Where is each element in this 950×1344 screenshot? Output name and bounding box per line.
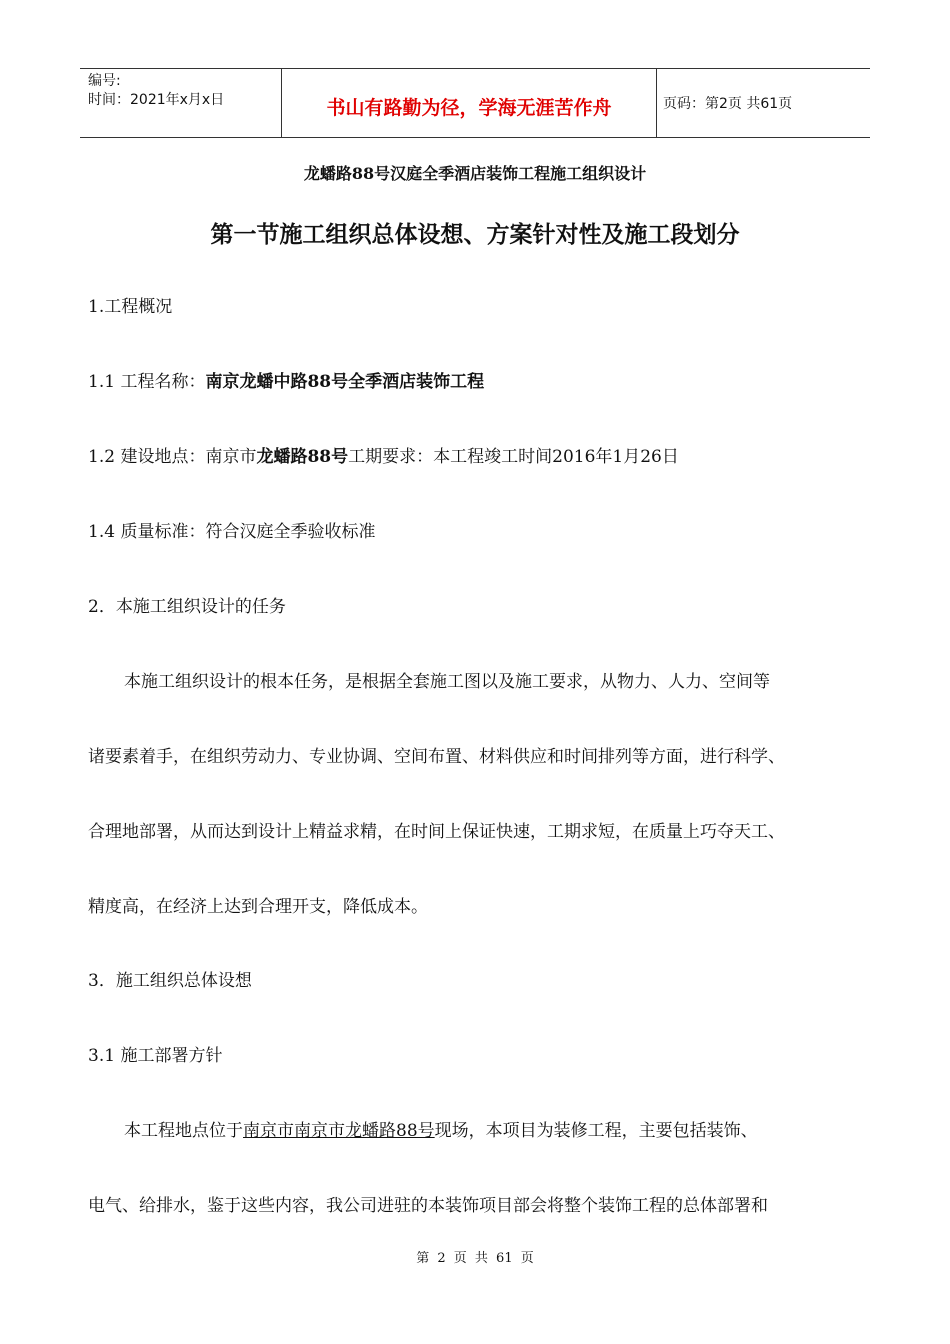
page-footer: 第 2 页 共 61 页 [416, 1251, 534, 1266]
time-label: 时间：2021年x月x日 [88, 92, 225, 108]
section-title: 第一节施工组织总体设想、方案针对性及施工段划分 [210, 221, 740, 248]
project-name-value: 南京龙蟠中路88号全季酒店装饰工程 [205, 372, 485, 392]
number-label: 编号: [88, 73, 121, 89]
schedule-text: 工期要求：本工程竣工时间2016年1月26日 [348, 447, 679, 467]
paragraph-2-line-1 [124, 1116, 758, 1141]
header-page-code: 页码：第2页 共61页 [663, 96, 793, 112]
paragraph-2-rest: 现场，本项目为装修工程，主要包括装饰、 [434, 1121, 758, 1141]
project-name-line [88, 367, 484, 392]
paragraph-2-line-2: 电气、给排水，鉴于这些内容，我公司进驻的本装饰项目部会将整个装饰工程的总体部署和 [88, 1196, 768, 1216]
paragraph-2-intro: 本工程地点位于 [124, 1121, 243, 1141]
paragraph-1-line-3: 合理地部署，从而达到设计上精益求精，在时间上保证快速，工期求短，在质量上巧夺天工、 [88, 822, 785, 842]
heading-task: 2．本施工组织设计的任务 [88, 597, 286, 617]
document-title: 龙蟠路88号汉庭全季酒店装饰工程施工组织设计 [303, 164, 647, 183]
paragraph-2-location: 南京市南京市龙蟠路88号 [243, 1121, 435, 1141]
heading-project-overview: 1.工程概况 [88, 297, 173, 317]
project-name-label: 1.1 工程名称： [88, 372, 206, 392]
header-meta [80, 69, 282, 137]
quality-standard-line: 1.4 质量标准：符合汉庭全季验收标准 [88, 522, 376, 542]
heading-deployment-policy: 3.1 施工部署方针 [88, 1046, 223, 1066]
location-road: 龙蟠路88号 [256, 447, 349, 467]
header-motto: 书山有路勤为径，学海无涯苦作舟 [282, 69, 657, 137]
location-line [88, 442, 679, 467]
heading-overall-concept: 3．施工组织总体设想 [88, 971, 252, 991]
location-label: 1.2 建设地点：南京市 [88, 447, 257, 467]
paragraph-1-line-1: 本施工组织设计的根本任务，是根据全套施工图以及施工要求，从物力、人力、空间等 [124, 672, 770, 692]
paragraph-1-line-4: 精度高，在经济上达到合理开支，降低成本。 [88, 897, 428, 917]
header-table [80, 68, 870, 138]
paragraph-1-line-2: 诸要素着手，在组织劳动力、专业协调、空间布置、材料供应和时间排列等方面，进行科学、 [88, 747, 785, 767]
